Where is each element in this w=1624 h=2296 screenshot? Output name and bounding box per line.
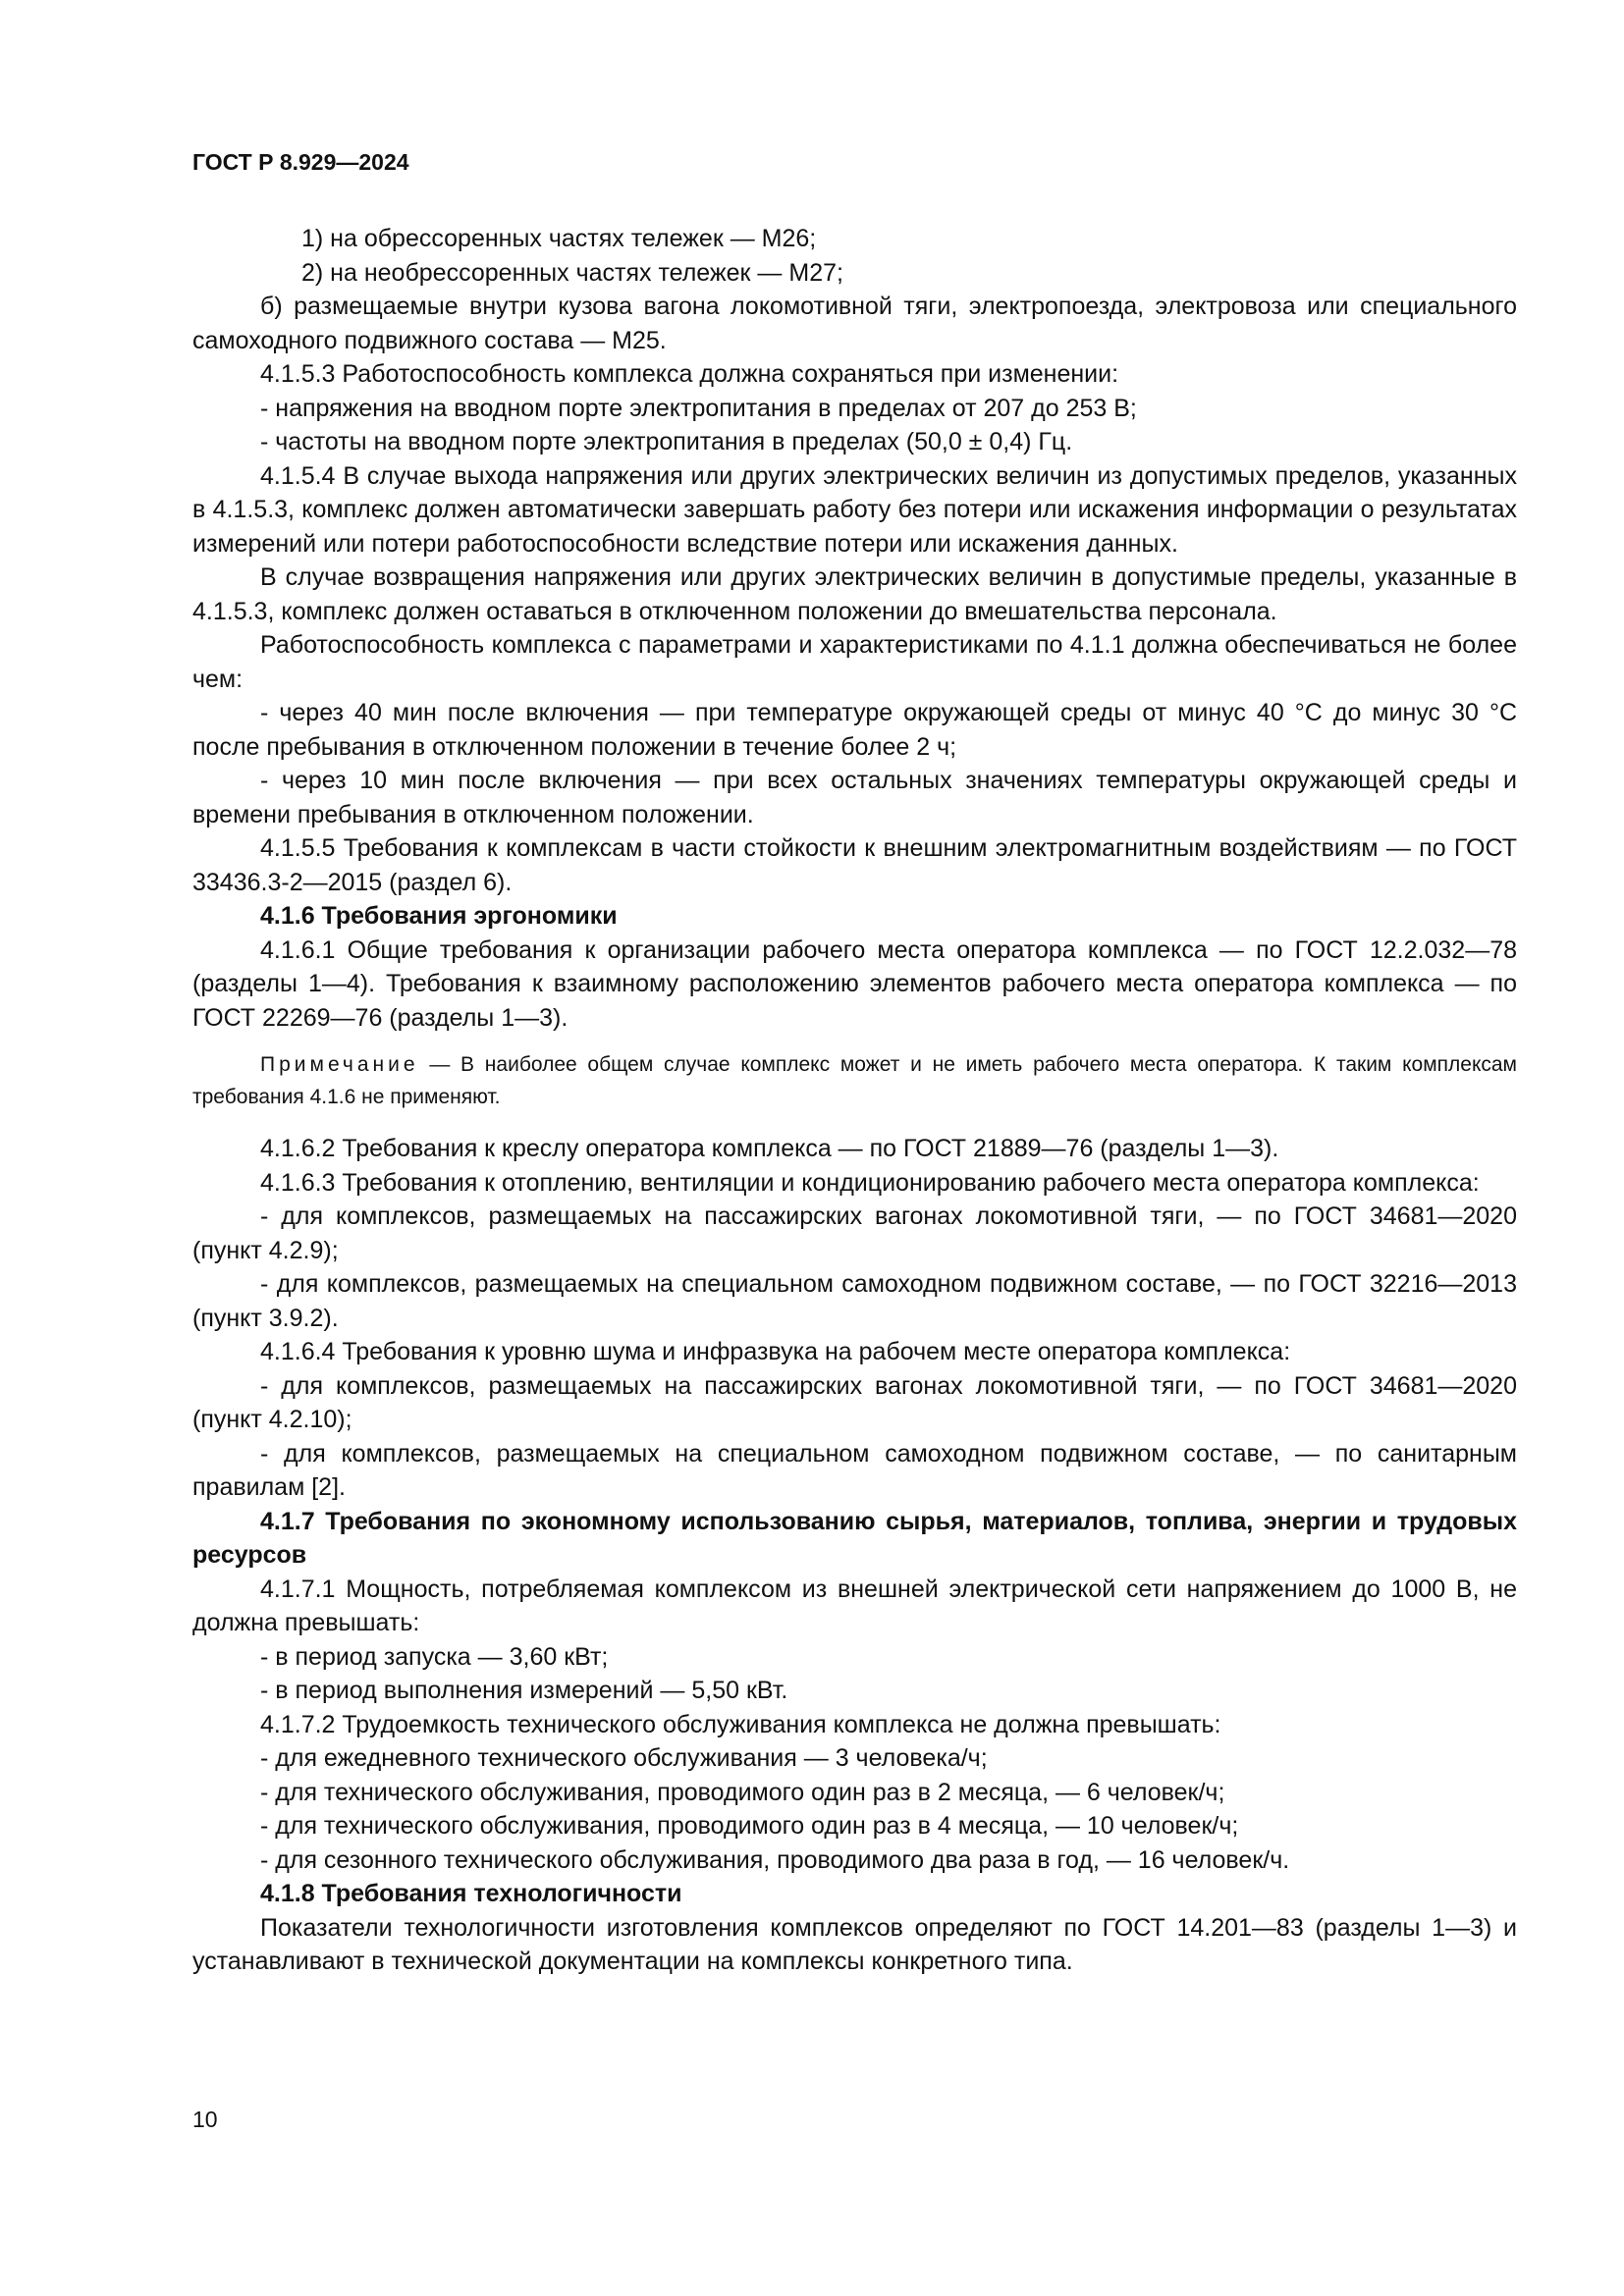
clause-4-1-7-2: 4.1.7.2 Трудоемкость технического обслуживания комплекса не должна превышать: — [260, 1710, 1221, 1738]
list-item: - для ежедневного технического обслуживания — 3 человека/ч; — [260, 1744, 988, 1772]
paragraph: В случае возвращения напряжения или других электрических величин в допустимые пределы, указанные в 4.1.5.3, комплекс должен оставаться в отключенном положении до вмешательства персонала. — [192, 563, 1517, 625]
clause-4-1-7-1: 4.1.7.1 Мощность, потребляемая комплексом из внешней электрической сети напряжением до 1000 В, не должна превышать: — [192, 1575, 1517, 1636]
list-item: - для комплексов, размещаемых на специальном самоходном подвижном составе, — по ГОСТ 32216—2013 (пункт 3.9.2). — [192, 1270, 1517, 1332]
paragraph: б) размещаемые внутри кузова вагона локомотивной тяги, электропоезда, электровоза или специального самоходного подвижного состава — М25. — [192, 293, 1517, 354]
note-text: — В наиболее общем случае комплекс может и не иметь рабочего места оператора. К таким комплексам требования 4.1.6 не применяют. — [192, 1053, 1517, 1108]
list-item: - для технического обслуживания, проводимого один раз в 4 месяца, — 10 человек/ч; — [260, 1812, 1239, 1840]
list-item: - через 40 мин после включения — при температуре окружающей среды от минус 40 °С до минус 30 °С после пребывания в отключенном положении в течение более 2 ч; — [192, 699, 1517, 761]
clause-4-1-6-2: 4.1.6.2 Требования к креслу оператора комплекса — по ГОСТ 21889—76 (разделы 1—3). — [260, 1135, 1279, 1162]
list-item: 1) на обрессоренных частях тележек — М26; — [301, 225, 817, 252]
paragraph: Работоспособность комплекса с параметрами и характеристиками по 4.1.1 должна обеспечиваться не более чем: — [192, 631, 1517, 693]
list-item: 2) на необрессоренных частях тележек — М27; — [301, 258, 843, 287]
clause-4-1-5-5: 4.1.5.5 Требования к комплексам в части стойкости к внешним электромагнитным воздействиям — по ГОСТ 33436.3-2—2015 (раздел 6). — [192, 834, 1517, 896]
page-content — [192, 222, 1517, 1979]
list-item: - для комплексов, размещаемых на пассажирских вагонах локомотивной тяги, — по ГОСТ 34681—2020 (пункт 4.2.10); — [192, 1371, 1517, 1433]
list-item: - для сезонного технического обслуживания, проводимого два раза в год, — 16 человек/ч. — [260, 1845, 1290, 1874]
clause-4-1-5-4: 4.1.5.4 В случае выхода напряжения или других электрических величин из допустимых пределов, указанных в 4.1.5.3, комплекс должен автоматически завершать работу без потери или искажения информации о результатах измерений или потери работоспособности вследствие потери или искажения данных. — [192, 461, 1517, 558]
paragraph: Показатели технологичности изготовления комплексов определяют по ГОСТ 14.201—83 (разделы 1—3) и устанавливают в технической документации на комплексы конкретного типа. — [192, 1913, 1517, 1975]
clause-4-1-6-4: 4.1.6.4 Требования к уровню шума и инфразвука на рабочем месте оператора комплекса: — [260, 1338, 1291, 1365]
clause-4-1-6-3: 4.1.6.3 Требования к отоплению, вентиляции и кондиционированию рабочего места оператора комплекса: — [260, 1168, 1480, 1197]
list-item: - для технического обслуживания, проводимого один раз в 2 месяца, — 6 человек/ч; — [260, 1778, 1225, 1806]
clause-4-1-5-3: 4.1.5.3 Работоспособность комплекса должна сохраняться при изменении: — [260, 360, 1119, 388]
note — [192, 1048, 1517, 1113]
clause-4-1-6-1: 4.1.6.1 Общие требования к организации рабочего места оператора комплекса — по ГОСТ 12.2.032—78 (разделы 1—4). Требования к взаимному расположению элементов рабочего места оператора комплекса — по ГОСТ 22269—76 (разделы 1—3). — [192, 935, 1517, 1032]
list-item: - для комплексов, размещаемых на пассажирских вагонах локомотивной тяги, — по ГОСТ 34681—2020 (пункт 4.2.9); — [192, 1202, 1517, 1264]
list-item: - в период запуска — 3,60 кВт; — [260, 1642, 609, 1671]
list-item: - частоты на вводном порте электропитания в пределах (50,0 ± 0,4) Гц. — [260, 428, 1073, 455]
section-heading-4-1-7: 4.1.7 Требования по экономному использованию сырья, материалов, топлива, энергии и трудовых ресурсов — [192, 1507, 1517, 1569]
standard-code-header: ГОСТ Р 8.929—2024 — [192, 149, 409, 175]
list-item: - в период выполнения измерений — 5,50 кВт. — [260, 1677, 788, 1704]
list-item: - напряжения на вводном порте электропитания в пределах от 207 до 253 В; — [260, 394, 1137, 422]
page-number: 10 — [192, 2107, 218, 2132]
note-label: Примечание — [260, 1053, 419, 1076]
section-heading-4-1-6: 4.1.6 Требования эргономики — [260, 902, 618, 930]
list-item: - через 10 мин после включения — при всех остальных значениях температуры окружающей среды и времени пребывания в отключенном положении. — [192, 767, 1517, 828]
section-heading-4-1-8: 4.1.8 Требования технологичности — [260, 1880, 682, 1907]
list-item: - для комплексов, размещаемых на специальном самоходном подвижном составе, — по санитарным правилам [2]. — [192, 1439, 1517, 1501]
